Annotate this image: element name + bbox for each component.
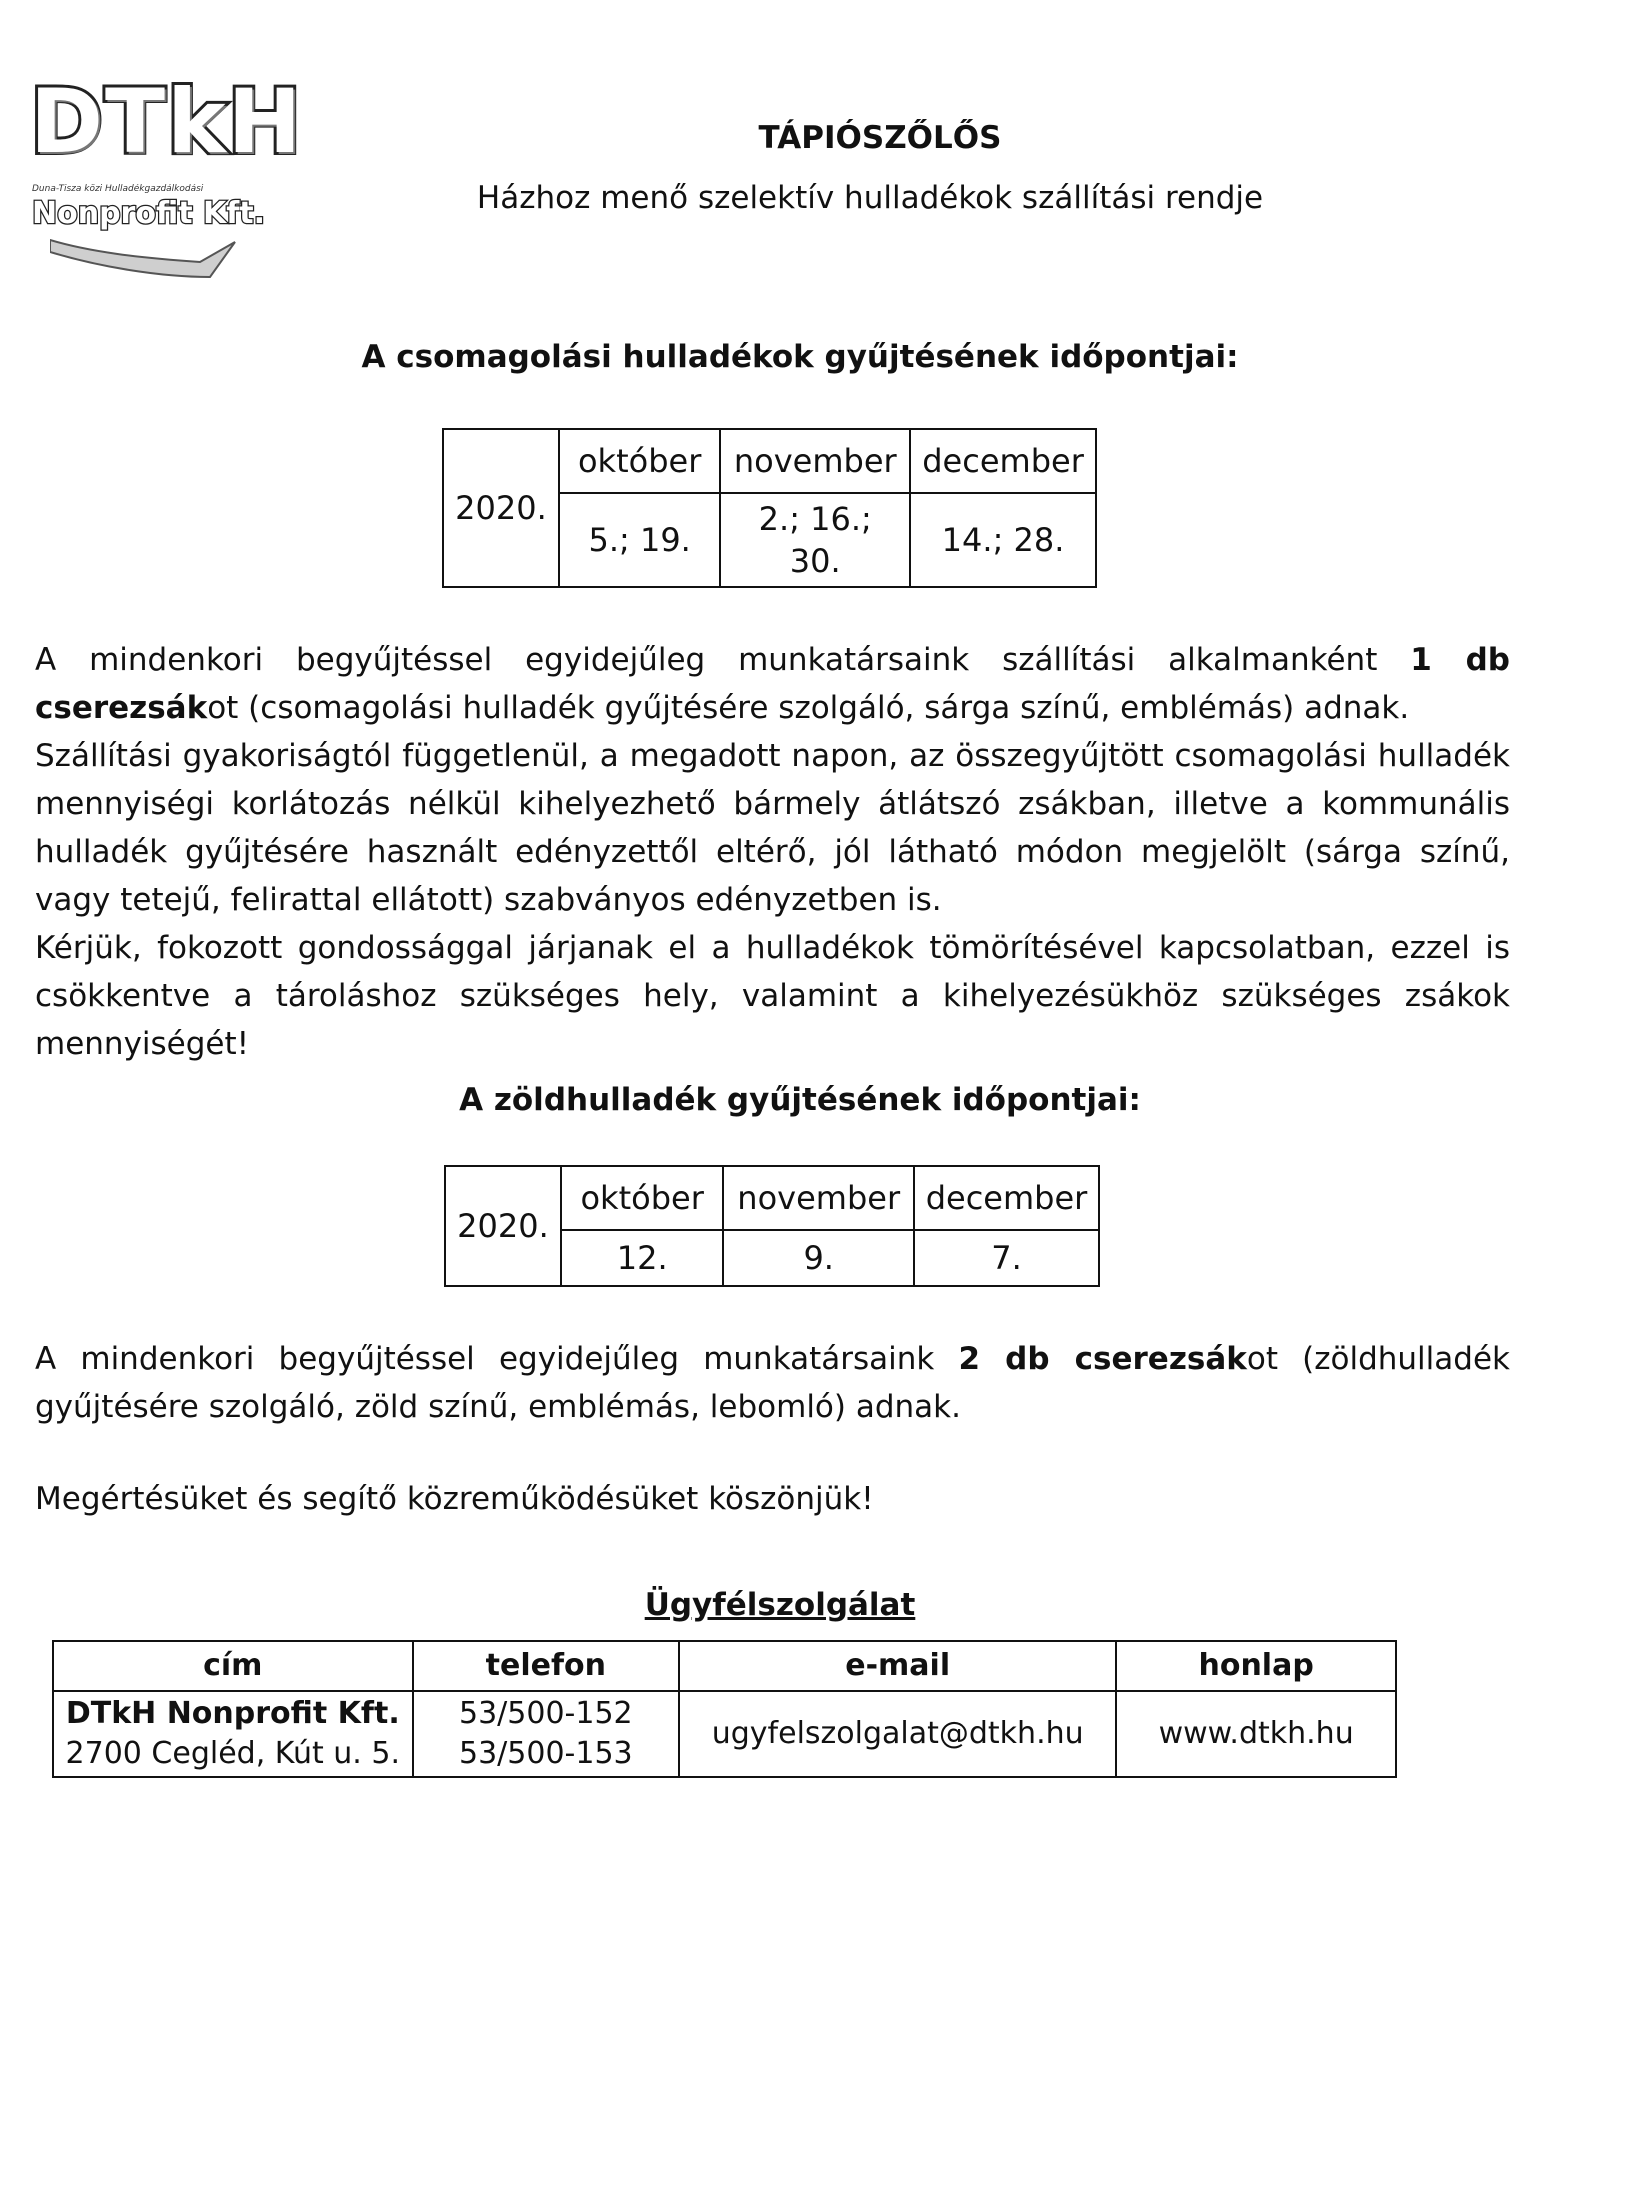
column-header-website: honlap	[1116, 1641, 1396, 1691]
table-row	[443, 429, 1096, 493]
table-row	[53, 1641, 1396, 1691]
month-cell: október	[559, 429, 721, 493]
date-cell: 7.	[914, 1230, 1099, 1286]
bold-text-run: 2 db cserezsák	[958, 1341, 1247, 1377]
phone-cell	[413, 1691, 680, 1777]
month-cell: december	[910, 429, 1096, 493]
company-name: DTkH Nonprofit Kft.	[65, 1696, 400, 1731]
date-cell: 14.; 28.	[910, 493, 1096, 587]
column-header-phone: telefon	[413, 1641, 680, 1691]
packaging-schedule-table	[442, 428, 1097, 588]
green-waste-schedule-heading: A zöldhulladék gyűjtésének időpontjai:	[459, 1082, 1141, 1118]
date-cell: 12.	[561, 1230, 724, 1286]
green-waste-info-text	[35, 1335, 1510, 1431]
date-value: 2.; 16.; 30.	[758, 500, 872, 580]
month-cell: október	[561, 1166, 724, 1230]
column-header-email: e-mail	[679, 1641, 1116, 1691]
text-run: ot (csomagolási hulladék gyűjtésére szolgáló, sárga színű, emblémás) adnak.	[207, 690, 1410, 726]
website-cell: www.dtkh.hu	[1116, 1691, 1396, 1777]
logo-org-name: Nonprofit Kft.	[32, 196, 266, 231]
customer-service-heading: Ügyfélszolgálat	[644, 1587, 916, 1623]
text-run: Szállítási gyakoriságtól függetlenül, a megadott napon, az összegyűjtött csomagolási hulladék mennyiségi korlátozás nélkül kihelyezhető bármely átlátszó zsákban, illetve a kommunális hulladék gyűjtésére használt edényzettől eltérő, jól látható módon megjelölt (sárga színű, vagy tetejű, felirattal ellátott) szabványos edényzetben is.	[35, 738, 1510, 918]
email-cell: ugyfelszolgalat@dtkh.hu	[679, 1691, 1116, 1777]
packaging-info-text	[35, 636, 1510, 1068]
month-cell: november	[723, 1166, 914, 1230]
text-run: A mindenkori begyűjtéssel egyidejűleg munkatársaink szállítási alkalmanként	[35, 642, 1411, 678]
date-cell	[720, 493, 910, 587]
document-subtitle: Házhoz menő szelektív hulladékok szállítási rendje	[476, 180, 1264, 216]
document-title: TÁPIÓSZŐLŐS	[758, 120, 1002, 156]
table-row	[445, 1166, 1099, 1230]
customer-service-table	[52, 1640, 1397, 1778]
column-header-address: cím	[53, 1641, 413, 1691]
text-run: A mindenkori begyűjtéssel egyidejűleg munkatársaink	[35, 1341, 959, 1377]
phone-number: 53/500-153	[458, 1736, 633, 1771]
month-cell: november	[720, 429, 910, 493]
logo-wordmark: DTkH	[30, 70, 304, 173]
company-logo	[30, 70, 304, 262]
green-waste-schedule-table	[444, 1165, 1100, 1287]
phone-number: 53/500-152	[458, 1696, 633, 1731]
company-address: 2700 Cegléd, Kút u. 5.	[65, 1736, 400, 1771]
text-run: ot (zöldhulladék gyűjtésére szolgáló, zöld színű, emblémás, lebomló) adnak.	[35, 1341, 1510, 1425]
logo-swoosh-icon	[50, 222, 240, 282]
year-cell: 2020.	[445, 1166, 561, 1286]
date-cell: 9.	[723, 1230, 914, 1286]
thank-you-text: Megértésüket és segítő közreműködésüket köszönjük!	[35, 1481, 874, 1517]
date-cell: 5.; 19.	[559, 493, 721, 587]
packaging-schedule-heading: A csomagolási hulladékok gyűjtésének időpontjai:	[361, 339, 1239, 375]
year-cell: 2020.	[443, 429, 559, 587]
month-cell: december	[914, 1166, 1099, 1230]
text-run: Kérjük, fokozott gondossággal járjanak el a hulladékok tömörítésével kapcsolatban, ezzel is csökkentve a tároláshoz szükséges hely, valamint a kihelyezésükhöz szükséges zsákok mennyiségét!	[35, 930, 1510, 1062]
table-row	[53, 1691, 1396, 1777]
address-cell	[53, 1691, 413, 1777]
logo-tagline: Duna-Tisza közi Hulladékgazdálkodási	[32, 184, 204, 194]
bold-text-run: 1 db cserezsák	[35, 642, 1511, 726]
